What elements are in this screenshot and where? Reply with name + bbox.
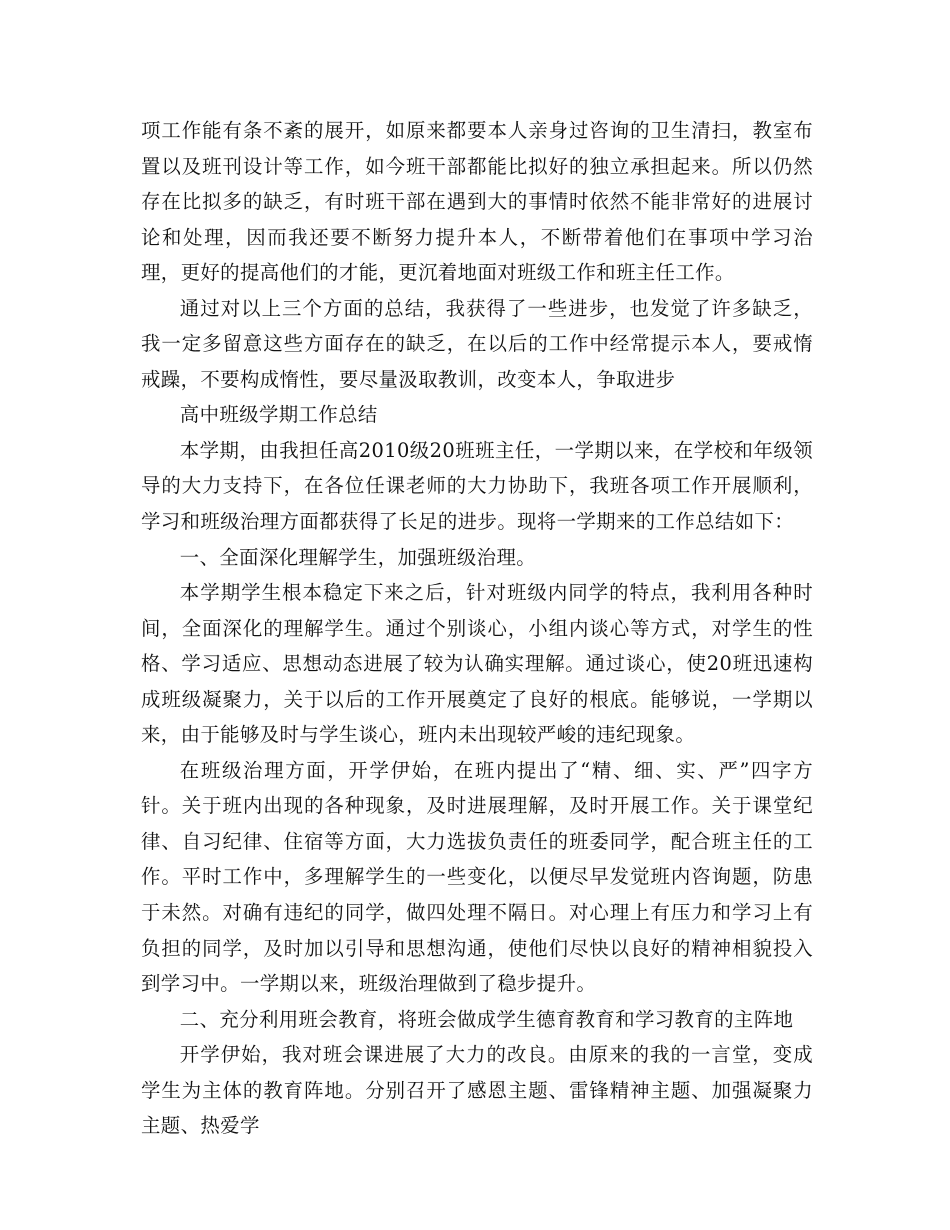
section-title: 高中班级学期工作总结 [179,403,378,427]
paragraph-part-two: 开学伊始，我对班会课进展了大力的改良。由原来的我的一言堂，变成学生为主体的教育阵地。分别召开了感恩主题、雷锋精神主题、加强凝聚力主题、热爱学 [141,1043,813,1138]
paragraph-part-one-b: 在班级治理方面，开学伊始，在班内提出了“精、细、实、严”四字方针。关于班内出现的各种现象，及时进展理解，及时开展工作。关于课堂纪律、自习纪律、住宿等方面，大力选拔负责任的班委同学，配合班主任的工作。平时工作中，多理解学生的一些变化，以便尽早发觉班内咨询题，防患于未然。对确有违纪的同学，做四处理不隔日。对心理上有压力和学习上有负担的同学，及时加以引导和思想沟通，使他们尽快以良好的精神相貌投入到学习中。一学期以来，班级治理做到了稳步提升。 [141,758,813,996]
heading-part-one: 一、全面深化理解学生，加强班级治理。 [179,545,537,569]
paragraph-2: 通过对以上三个方面的总结，我获得了一些进步，也发觉了许多缺乏，我一定多留意这些方面存在的缺乏，在以后的工作中经常提示本人，要戒惰戒躁，不要构成惰性，要尽量汲取教训，改变本人，争取进步 [141,296,813,391]
document-body [141,113,813,1144]
paragraph-1: 项工作能有条不紊的展开，如原来都要本人亲身过咨询的卫生清扫，教室布置以及班刊设计等工作，如今班干部都能比拟好的独立承担起来。所以仍然存在比拟多的缺乏，有时班干部在遇到大的事情时依然不能非常好的进展讨论和处理，因而我还要不断努力提升本人，不断带着他们在事项中学习治理，更好的提高他们的才能，更沉着地面对班级工作和班主任工作。 [141,119,813,285]
paragraph-intro: 本学期，由我担任高2010级20班班主任，一学期以来，在学校和年级领导的大力支持下，在各位任课老师的大力协助下，我班各项工作开展顺利，学习和班级治理方面都获得了长足的进步。现将一学期来的工作总结如下： [141,438,813,534]
heading-part-two: 二、充分利用班会教育，将班会做成学生德育教育和学习教育的主阵地 [179,1007,794,1031]
paragraph-part-one-a: 本学期学生根本稳定下来之后，针对班级内同学的特点，我利用各种时间，全面深化的理解学生。通过个别谈心，小组内谈心等方式，对学生的性格、学习适应、思想动态进展了较为认确实理解。通过谈心，使20班迅速构成班级凝聚力，关于以后的工作开展奠定了良好的根底。能够说，一学期以来，由于能够及时与学生谈心，班内未出现较严峻的违纪现象。 [141,581,813,747]
